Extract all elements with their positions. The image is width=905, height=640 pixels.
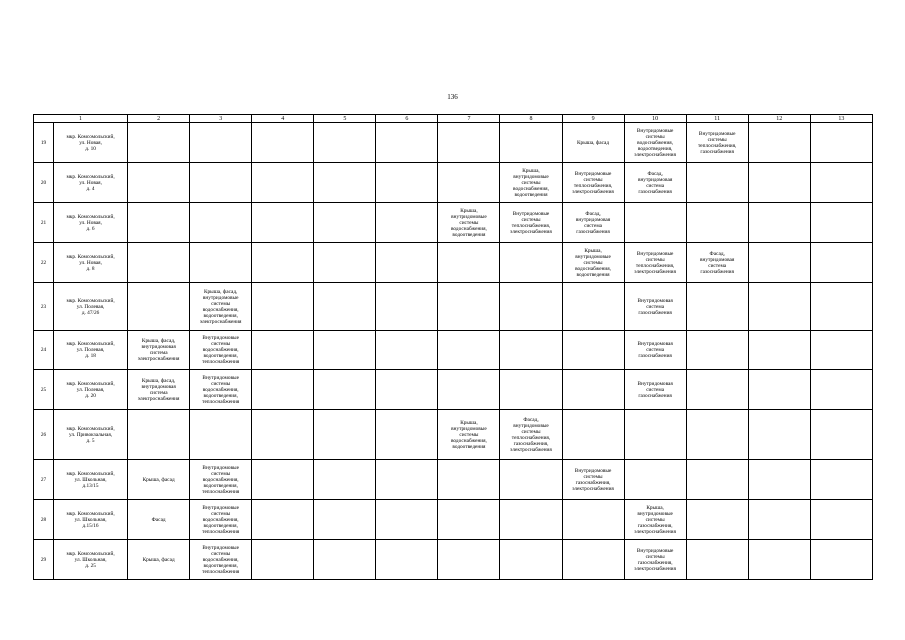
row-number: 24 — [34, 331, 54, 370]
work-cell — [128, 123, 190, 163]
work-cell — [376, 500, 438, 540]
work-cell — [190, 410, 252, 460]
work-cell — [810, 123, 872, 163]
work-cell — [686, 163, 748, 203]
work-cell — [376, 243, 438, 283]
page-number: 136 — [447, 93, 458, 101]
work-cell — [376, 370, 438, 410]
work-cell — [500, 460, 562, 500]
work-cell — [438, 243, 500, 283]
table-row — [34, 243, 873, 283]
work-cell — [748, 283, 810, 331]
work-cell: Внутридомовые системы водоснабжения, водоотведения, теплоснабжения — [190, 331, 252, 370]
table-row — [34, 460, 873, 500]
column-header: 4 — [252, 115, 314, 123]
work-cell — [686, 500, 748, 540]
work-cell — [562, 500, 624, 540]
work-cell — [190, 203, 252, 243]
work-cell — [810, 370, 872, 410]
row-number: 26 — [34, 410, 54, 460]
work-cell — [438, 500, 500, 540]
work-cell — [438, 370, 500, 410]
table-row — [34, 163, 873, 203]
work-cell — [252, 500, 314, 540]
work-cell — [624, 460, 686, 500]
work-cell — [252, 163, 314, 203]
column-header: 6 — [376, 115, 438, 123]
work-cell — [748, 410, 810, 460]
work-cell — [314, 460, 376, 500]
work-cell: Крыша, фасад — [128, 540, 190, 580]
work-cell — [252, 410, 314, 460]
work-cell — [624, 410, 686, 460]
work-cell — [748, 460, 810, 500]
column-header: 3 — [190, 115, 252, 123]
work-cell — [376, 283, 438, 331]
work-cell — [314, 540, 376, 580]
table-row — [34, 203, 873, 243]
address-cell: мкр. Комсомольский, ул. Новая, д. 10 — [54, 123, 128, 163]
work-cell — [686, 203, 748, 243]
work-cell: Внутридомовые системы теплоснабжения, электроснабжения — [562, 163, 624, 203]
row-number: 21 — [34, 203, 54, 243]
header-row — [34, 115, 873, 123]
address-cell: мкр. Комсомольский, ул. Школьная, д. 25 — [54, 540, 128, 580]
row-number: 23 — [34, 283, 54, 331]
work-cell — [438, 460, 500, 500]
work-cell — [500, 123, 562, 163]
work-cell — [562, 370, 624, 410]
work-cell — [810, 163, 872, 203]
work-cell: Фасад, внутридомовая система газоснабжения — [686, 243, 748, 283]
work-cell: Крыша, фасад — [128, 460, 190, 500]
work-cell — [252, 123, 314, 163]
address-cell: мкр. Комсомольский, ул. Новая, д. 4 — [54, 163, 128, 203]
work-cell: Крыша, внутридомовые системы водоснабжения, водоотведения — [438, 410, 500, 460]
work-cell — [376, 460, 438, 500]
work-cell — [748, 243, 810, 283]
work-cell — [252, 331, 314, 370]
work-cell — [252, 203, 314, 243]
work-cell — [252, 540, 314, 580]
work-cell — [314, 410, 376, 460]
work-cell: Фасад, внутридомовая система газоснабжения — [562, 203, 624, 243]
row-number: 19 — [34, 123, 54, 163]
column-header: 12 — [748, 115, 810, 123]
work-cell — [190, 163, 252, 203]
work-cell: Крыша, фасад, внутридомовая система электроснабжения — [128, 370, 190, 410]
work-cell — [810, 283, 872, 331]
work-cell: Крыша, фасад, внутридомовые системы водоснабжения, водоотведения, электроснабжения — [190, 283, 252, 331]
work-cell — [128, 163, 190, 203]
work-cell — [314, 370, 376, 410]
repair-schedule-table — [33, 114, 873, 580]
work-cell — [252, 283, 314, 331]
work-cell: Внутридомовая система газоснабжения — [624, 283, 686, 331]
work-cell: Внутридомовая система газоснабжения — [624, 370, 686, 410]
table-row — [34, 540, 873, 580]
work-cell — [252, 370, 314, 410]
work-cell — [314, 331, 376, 370]
work-cell: Крыша, внутридомовые системы водоснабжения, водоотведения — [562, 243, 624, 283]
work-cell — [748, 540, 810, 580]
address-cell: мкр. Комсомольский, ул. Новая, д. 6 — [54, 203, 128, 243]
work-cell: Внутридомовые системы теплоснабжения, электроснабжения — [500, 203, 562, 243]
work-cell — [810, 500, 872, 540]
table-row — [34, 331, 873, 370]
column-header: 11 — [686, 115, 748, 123]
work-cell: Внутридомовые системы водоснабжения, водоотведения, теплоснабжения — [190, 370, 252, 410]
work-cell — [562, 410, 624, 460]
work-cell — [438, 123, 500, 163]
work-cell — [748, 370, 810, 410]
work-cell — [314, 123, 376, 163]
work-cell: Крыша, внутридомовые системы водоснабжения, водоотведения — [438, 203, 500, 243]
work-cell: Крыша, внутридомовые системы газоснабжения, электроснабжения — [624, 500, 686, 540]
work-cell — [500, 283, 562, 331]
work-cell — [190, 123, 252, 163]
work-cell: Внутридомовые системы газоснабжения, электроснабжения — [624, 540, 686, 580]
work-cell — [562, 331, 624, 370]
work-cell — [686, 410, 748, 460]
work-cell: Фасад, внутридомовые системы теплоснабжения, газоснабжения, электроснабжения — [500, 410, 562, 460]
table-body — [34, 123, 873, 580]
address-cell: мкр. Комсомольский, ул. Привокзальная, д. 5 — [54, 410, 128, 460]
work-cell — [376, 331, 438, 370]
work-cell — [624, 203, 686, 243]
work-cell — [438, 540, 500, 580]
work-cell: Крыша, фасад, внутридомовая система электроснабжения — [128, 331, 190, 370]
work-cell — [748, 331, 810, 370]
work-cell: Внутридомовые системы водоснабжения, водоотведения, электроснабжения — [624, 123, 686, 163]
work-cell: Внутридомовые системы водоснабжения, водоотведения, теплоснабжения — [190, 540, 252, 580]
column-header: 8 — [500, 115, 562, 123]
work-cell — [314, 203, 376, 243]
column-header: 10 — [624, 115, 686, 123]
column-header: 9 — [562, 115, 624, 123]
work-cell — [500, 331, 562, 370]
work-cell: Крыша, фасад — [562, 123, 624, 163]
column-header: 2 — [128, 115, 190, 123]
work-cell — [252, 460, 314, 500]
table-row — [34, 283, 873, 331]
address-cell: мкр. Комсомольский, ул. Полевая, д. 20 — [54, 370, 128, 410]
work-cell — [128, 410, 190, 460]
work-cell — [500, 243, 562, 283]
work-cell — [438, 331, 500, 370]
work-cell — [686, 331, 748, 370]
work-cell — [376, 123, 438, 163]
table-row — [34, 500, 873, 540]
table-row — [34, 410, 873, 460]
address-cell: мкр. Комсомольский, ул. Новая, д. 8 — [54, 243, 128, 283]
column-header: 7 — [438, 115, 500, 123]
address-cell: мкр. Комсомольский, ул. Полевая, д. 18 — [54, 331, 128, 370]
work-cell — [438, 163, 500, 203]
work-cell — [314, 243, 376, 283]
work-cell — [810, 243, 872, 283]
work-cell — [810, 331, 872, 370]
work-cell — [810, 460, 872, 500]
work-cell: Внутридомовые системы теплоснабжения, электроснабжения — [624, 243, 686, 283]
work-cell: Внутридомовые системы водоснабжения, водоотведения, теплоснабжения — [190, 500, 252, 540]
work-cell: Внутридомовые системы водоснабжения, водоотведения, теплоснабжения — [190, 460, 252, 500]
table-row — [34, 370, 873, 410]
work-cell: Внутридомовая система газоснабжения — [624, 331, 686, 370]
work-cell — [438, 283, 500, 331]
work-cell — [748, 163, 810, 203]
work-cell — [376, 163, 438, 203]
address-cell: мкр. Комсомольский, ул. Полевая, д. 47/26 — [54, 283, 128, 331]
work-cell — [500, 540, 562, 580]
work-cell — [500, 500, 562, 540]
work-cell — [748, 203, 810, 243]
column-header: 5 — [314, 115, 376, 123]
row-number: 27 — [34, 460, 54, 500]
row-number: 22 — [34, 243, 54, 283]
work-cell — [686, 370, 748, 410]
row-number: 28 — [34, 500, 54, 540]
address-cell: мкр. Комсомольский, ул. Школьная, д.15/16 — [54, 500, 128, 540]
work-cell — [686, 460, 748, 500]
work-cell: Фасад — [128, 500, 190, 540]
work-cell: Фасад, внутридомовая система газоснабжения — [624, 163, 686, 203]
work-cell — [314, 283, 376, 331]
work-cell — [252, 243, 314, 283]
row-number: 20 — [34, 163, 54, 203]
work-cell — [810, 203, 872, 243]
work-cell — [376, 410, 438, 460]
work-cell — [128, 283, 190, 331]
work-cell: Внутридомовые системы теплоснабжения, газоснабжения — [686, 123, 748, 163]
row-number: 25 — [34, 370, 54, 410]
work-cell — [562, 283, 624, 331]
work-cell — [376, 203, 438, 243]
work-cell — [810, 410, 872, 460]
column-header: 1 — [34, 115, 128, 123]
work-cell — [810, 540, 872, 580]
work-cell — [314, 500, 376, 540]
work-cell: Внутридомовые системы газоснабжения, электроснабжения — [562, 460, 624, 500]
column-header: 13 — [810, 115, 872, 123]
table-row — [34, 123, 873, 163]
work-cell — [686, 283, 748, 331]
work-cell — [748, 500, 810, 540]
work-cell — [376, 540, 438, 580]
row-number: 29 — [34, 540, 54, 580]
work-cell — [314, 163, 376, 203]
work-cell — [128, 203, 190, 243]
work-cell: Крыша, внутридомовые системы водоснабжения, водоотведения — [500, 163, 562, 203]
work-cell — [562, 540, 624, 580]
work-cell — [748, 123, 810, 163]
work-cell — [128, 243, 190, 283]
work-cell — [190, 243, 252, 283]
work-cell — [500, 370, 562, 410]
work-cell — [686, 540, 748, 580]
address-cell: мкр. Комсомольский, ул. Школьная, д.13/15 — [54, 460, 128, 500]
